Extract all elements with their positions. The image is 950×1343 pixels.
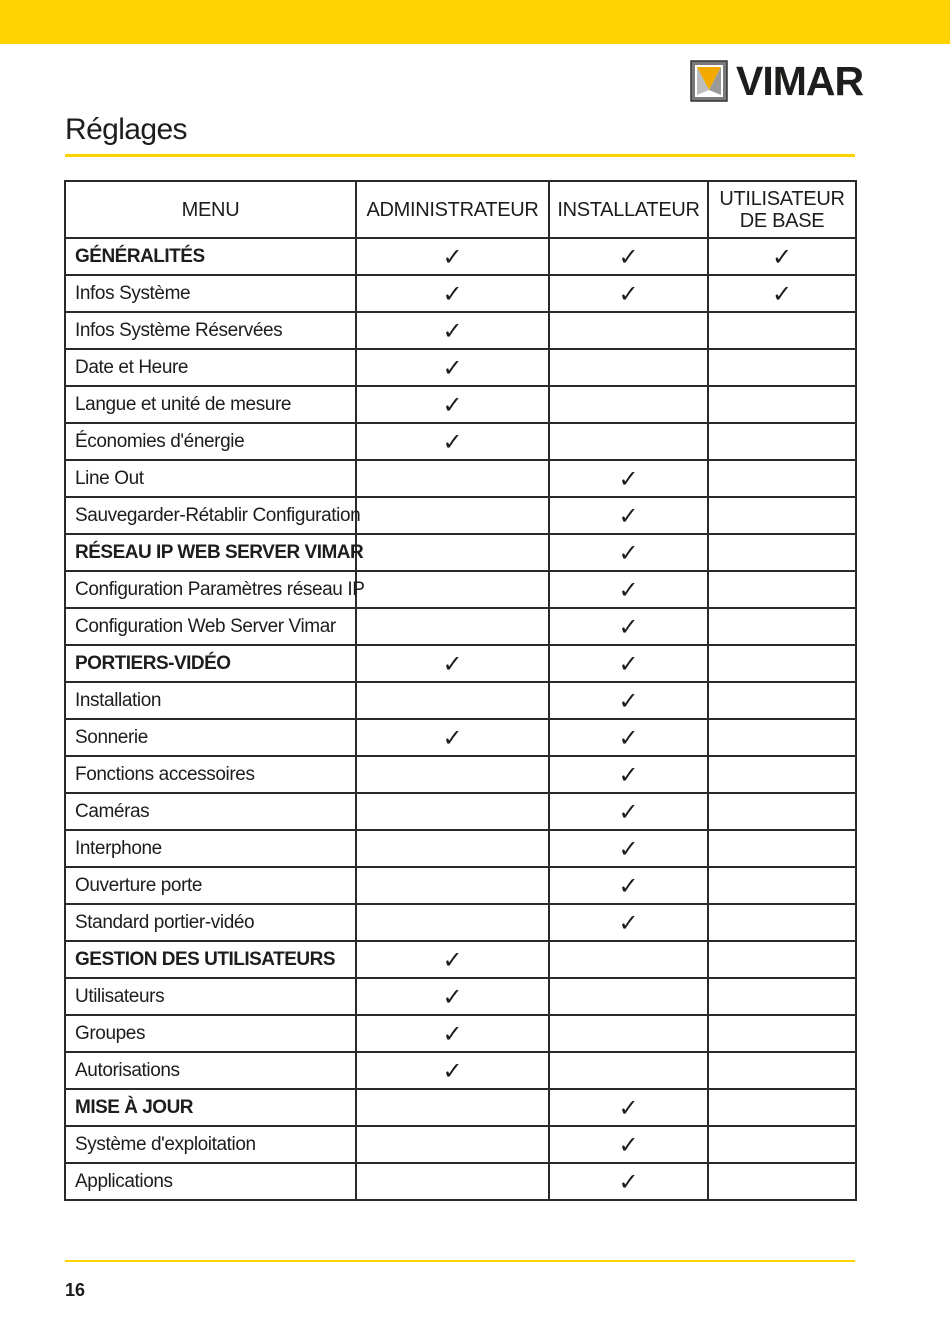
basic-user-check-cell (708, 460, 856, 497)
checkmark-icon: ✓ (442, 723, 463, 752)
checkmark-icon: ✓ (618, 1167, 639, 1196)
checkmark-icon: ✓ (618, 723, 639, 752)
checkmark-icon: ✓ (771, 279, 793, 308)
installer-check-cell (549, 534, 708, 571)
header-basic-user-line1: UTILISATEUR (719, 187, 845, 210)
checkmark-icon: ✓ (618, 834, 639, 863)
installer-check-cell (549, 460, 708, 497)
admin-check-cell (356, 1163, 549, 1200)
menu-label: Système d'exploitation (65, 1126, 356, 1163)
basic-user-check-cell (708, 423, 856, 460)
menu-label: Configuration Web Server Vimar (65, 608, 356, 645)
admin-check-cell (356, 793, 549, 830)
checkmark-icon: ✓ (442, 279, 463, 308)
installer-check-cell (549, 719, 708, 756)
basic-user-check-cell (708, 682, 856, 719)
installer-check-cell (549, 497, 708, 534)
table-row (65, 793, 856, 830)
menu-label: Sauvegarder-Rétablir Configuration (65, 497, 356, 534)
checkmark-icon: ✓ (442, 427, 463, 456)
menu-label: Date et Heure (65, 349, 356, 386)
table-row (65, 423, 856, 460)
basic-user-check-cell (708, 1163, 856, 1200)
header-basic-user-line2: DE BASE (739, 209, 825, 232)
installer-check-cell (549, 1126, 708, 1163)
admin-check-cell (356, 1015, 549, 1052)
table-row (65, 756, 856, 793)
checkmark-icon: ✓ (618, 501, 639, 530)
checkmark-icon: ✓ (618, 686, 639, 715)
installer-check-cell (549, 645, 708, 682)
menu-label: Autorisations (65, 1052, 356, 1089)
menu-label: Groupes (65, 1015, 356, 1052)
installer-check-cell (549, 349, 708, 386)
table-row (65, 1163, 856, 1200)
header-installer: INSTALLATEUR (549, 181, 708, 238)
menu-label: Configuration Paramètres réseau IP (65, 571, 356, 608)
checkmark-icon: ✓ (771, 242, 793, 271)
basic-user-check-cell (708, 830, 856, 867)
admin-check-cell (356, 571, 549, 608)
installer-check-cell (549, 1015, 708, 1052)
table-row (65, 571, 856, 608)
checkmark-icon: ✓ (442, 649, 463, 678)
checkmark-icon: ✓ (618, 797, 639, 826)
installer-check-cell (549, 830, 708, 867)
basic-user-check-cell (708, 1089, 856, 1126)
header-menu: MENU (65, 181, 356, 238)
checkmark-icon: ✓ (618, 575, 639, 604)
table-row (65, 608, 856, 645)
installer-check-cell (549, 867, 708, 904)
checkmark-icon: ✓ (618, 279, 639, 308)
checkmark-icon: ✓ (618, 871, 639, 900)
menu-label: PORTIERS-VIDÉO (65, 645, 356, 682)
menu-label: Langue et unité de mesure (65, 386, 356, 423)
checkmark-icon: ✓ (618, 760, 639, 789)
admin-check-cell (356, 682, 549, 719)
admin-check-cell (356, 349, 549, 386)
top-yellow-band (0, 0, 950, 44)
installer-check-cell (549, 1089, 708, 1126)
installer-check-cell (549, 386, 708, 423)
checkmark-icon: ✓ (618, 242, 639, 271)
installer-check-cell (549, 238, 708, 275)
basic-user-check-cell (708, 275, 856, 312)
basic-user-check-cell (708, 793, 856, 830)
admin-check-cell (356, 608, 549, 645)
menu-label: Line Out (65, 460, 356, 497)
checkmark-icon: ✓ (442, 982, 463, 1011)
header-basic-user (708, 181, 856, 238)
installer-check-cell (549, 1163, 708, 1200)
basic-user-check-cell (708, 497, 856, 534)
table-section-row (65, 1089, 856, 1126)
vimar-logo-icon (690, 60, 728, 102)
basic-user-check-cell (708, 349, 856, 386)
checkmark-icon: ✓ (442, 1056, 463, 1085)
menu-label: Fonctions accessoires (65, 756, 356, 793)
admin-check-cell (356, 941, 549, 978)
basic-user-check-cell (708, 867, 856, 904)
menu-label: RÉSEAU IP WEB SERVER VIMAR (65, 534, 356, 571)
basic-user-check-cell (708, 978, 856, 1015)
checkmark-icon: ✓ (442, 1019, 463, 1048)
access-rights-table (64, 180, 857, 1201)
menu-label: Infos Système (65, 275, 356, 312)
table-row (65, 719, 856, 756)
basic-user-check-cell (708, 941, 856, 978)
checkmark-icon: ✓ (442, 390, 463, 419)
admin-check-cell (356, 423, 549, 460)
menu-label: Caméras (65, 793, 356, 830)
installer-check-cell (549, 423, 708, 460)
menu-label: Infos Système Réservées (65, 312, 356, 349)
basic-user-check-cell (708, 608, 856, 645)
table-header-row (65, 181, 856, 238)
table-section-row (65, 645, 856, 682)
brand-name: VIMAR (736, 58, 864, 104)
installer-check-cell (549, 312, 708, 349)
basic-user-check-cell (708, 904, 856, 941)
checkmark-icon: ✓ (618, 612, 639, 641)
checkmark-icon: ✓ (618, 538, 639, 567)
checkmark-icon: ✓ (618, 908, 639, 937)
admin-check-cell (356, 386, 549, 423)
checkmark-icon: ✓ (618, 1130, 639, 1159)
installer-check-cell (549, 275, 708, 312)
installer-check-cell (549, 941, 708, 978)
menu-label: Sonnerie (65, 719, 356, 756)
admin-check-cell (356, 497, 549, 534)
table-section-row (65, 534, 856, 571)
checkmark-icon: ✓ (442, 316, 463, 345)
footer-rule (65, 1260, 855, 1262)
checkmark-icon: ✓ (618, 1093, 639, 1122)
menu-label: Économies d'énergie (65, 423, 356, 460)
menu-label: GESTION DES UTILISATEURS (65, 941, 356, 978)
basic-user-check-cell (708, 238, 856, 275)
installer-check-cell (549, 793, 708, 830)
table-row (65, 386, 856, 423)
admin-check-cell (356, 830, 549, 867)
page-title: Réglages (65, 113, 187, 146)
table-section-row (65, 238, 856, 275)
basic-user-check-cell (708, 1015, 856, 1052)
checkmark-icon: ✓ (442, 945, 463, 974)
table-body (65, 238, 856, 1200)
menu-label: Utilisateurs (65, 978, 356, 1015)
admin-check-cell (356, 275, 549, 312)
basic-user-check-cell (708, 386, 856, 423)
title-underline (65, 154, 855, 157)
table-row (65, 830, 856, 867)
basic-user-check-cell (708, 534, 856, 571)
table-row (65, 275, 856, 312)
admin-check-cell (356, 534, 549, 571)
admin-check-cell (356, 756, 549, 793)
admin-check-cell (356, 238, 549, 275)
checkmark-icon: ✓ (618, 649, 639, 678)
table-row (65, 1052, 856, 1089)
vimar-logo (690, 60, 863, 102)
installer-check-cell (549, 571, 708, 608)
basic-user-check-cell (708, 312, 856, 349)
checkmark-icon: ✓ (442, 242, 463, 271)
menu-label: Applications (65, 1163, 356, 1200)
admin-check-cell (356, 1126, 549, 1163)
menu-label: Installation (65, 682, 356, 719)
table-row (65, 867, 856, 904)
basic-user-check-cell (708, 1052, 856, 1089)
table-row (65, 904, 856, 941)
table-row (65, 349, 856, 386)
installer-check-cell (549, 756, 708, 793)
table-row (65, 682, 856, 719)
basic-user-check-cell (708, 645, 856, 682)
table-row (65, 978, 856, 1015)
installer-check-cell (549, 608, 708, 645)
menu-label: Standard portier-vidéo (65, 904, 356, 941)
basic-user-check-cell (708, 571, 856, 608)
installer-check-cell (549, 1052, 708, 1089)
admin-check-cell (356, 904, 549, 941)
table-row (65, 1126, 856, 1163)
admin-check-cell (356, 645, 549, 682)
table-row (65, 460, 856, 497)
menu-label: MISE À JOUR (65, 1089, 356, 1126)
admin-check-cell (356, 867, 549, 904)
installer-check-cell (549, 904, 708, 941)
menu-label: GÉNÉRALITÉS (65, 238, 356, 275)
admin-check-cell (356, 1052, 549, 1089)
basic-user-check-cell (708, 1126, 856, 1163)
table-section-row (65, 941, 856, 978)
admin-check-cell (356, 460, 549, 497)
admin-check-cell (356, 312, 549, 349)
admin-check-cell (356, 1089, 549, 1126)
basic-user-check-cell (708, 719, 856, 756)
admin-check-cell (356, 978, 549, 1015)
admin-check-cell (356, 719, 549, 756)
table-row (65, 497, 856, 534)
table-row (65, 1015, 856, 1052)
installer-check-cell (549, 682, 708, 719)
table-row (65, 312, 856, 349)
installer-check-cell (549, 978, 708, 1015)
checkmark-icon: ✓ (618, 464, 639, 493)
menu-label: Interphone (65, 830, 356, 867)
basic-user-check-cell (708, 756, 856, 793)
page-number: 16 (65, 1280, 86, 1300)
menu-label: Ouverture porte (65, 867, 356, 904)
checkmark-icon: ✓ (442, 353, 463, 382)
header-admin: ADMINISTRATEUR (356, 181, 549, 238)
